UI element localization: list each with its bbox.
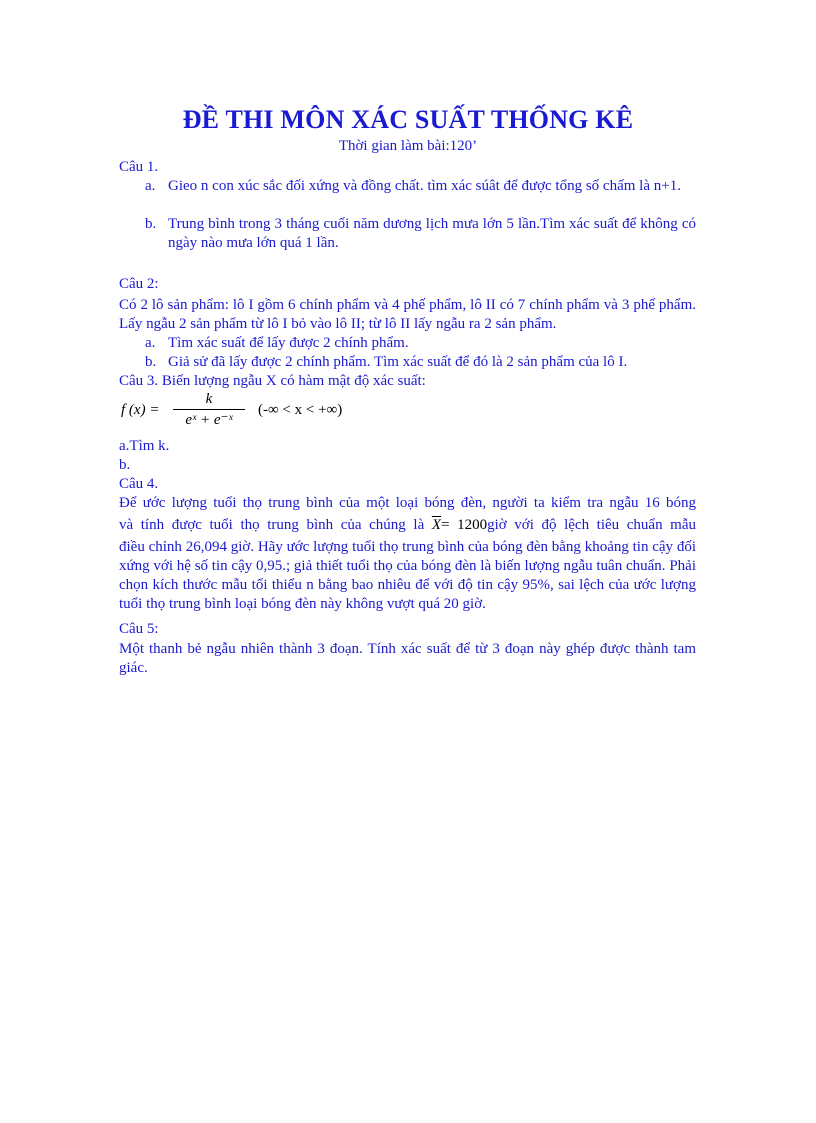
item-text: Tìm xác suất để lấy được 2 chính phẩm. — [168, 335, 409, 351]
question-2-heading: Câu 2: — [119, 276, 159, 292]
item-marker: b. — [145, 354, 157, 370]
question-2-intro: Có 2 lô sản phẩm: lô I gồm 6 chính phẩm và 4 phế phẩm, lô II có 7 chính phẩm và 3 phế phẩm. Lấy ngẫu 2 sản phẩm từ lô I bỏ vào lô II; từ lô II lấy ngẫu ra 2 sản phẩm. — [119, 297, 696, 332]
sample-mean-symbol: $\overline{X}$ — [431, 517, 442, 533]
item-text: Giả sử đã lấy được 2 chính phẩm. Tìm xác suất để đó là 2 sản phẩm của lô I. — [168, 354, 628, 370]
formula-fraction — [173, 390, 245, 429]
line-2-before: và tính được tuổi thọ trung bình của chúng là — [119, 517, 425, 533]
question-1-heading: Câu 1. — [119, 159, 159, 175]
fraction-bar — [173, 409, 245, 410]
line-2-after: giờ với độ lệch tiêu chuẩn mẫu — [487, 517, 697, 533]
question-5-text: Một thanh bẻ ngẫu nhiên thành 3 đoạn. Tính xác suất để từ 3 đoạn này ghép được thành tam giác. — [119, 641, 696, 676]
density-formula — [121, 390, 421, 430]
question-4-heading: Câu 4. — [119, 476, 159, 492]
page-title: ĐỀ THI MÔN XÁC SUẤT THỐNG KÊ — [182, 105, 634, 134]
formula-numerator: k — [205, 391, 213, 407]
formula-denominator: eˣ + e⁻ˣ — [185, 412, 233, 428]
question-4-text: điều chỉnh 26,094 giờ. Hãy ước lượng tuổi thọ trung bình của bóng đèn bằng khoảng tin cậy đối xứng với hệ số tin cậy 0,95.; giả thiết tuổi thọ của bóng đèn là biến lượng ngẫu tuân chuẩn. Phải chọn kích thước mẫu tối thiểu n bằng bao nhiêu để với độ tin cậy 95%, sai lệch của ước lượng tuổi thọ trung bình loại bóng đèn này không vượt quá 20 giờ. — [119, 539, 696, 612]
formula-domain: (-∞ < x < +∞) — [258, 402, 343, 418]
question-3-heading: Câu 3. Biến lượng ngẫu X có hàm mật độ xác suất: — [119, 373, 426, 389]
item-text: Trung bình trong 3 tháng cuối năm dương lịch mưa lớn 5 lần.Tìm xác suất để không có ngày nào mưa lớn quá 1 lần. — [168, 216, 696, 251]
sample-mean-value: = 1200 — [441, 517, 488, 533]
question-5-heading: Câu 5: — [119, 621, 159, 637]
item-marker: b. — [145, 216, 157, 232]
question-3b: b. — [119, 457, 131, 473]
formula-lhs: f (x) = — [121, 402, 160, 418]
item-text: Gieo n con xúc sắc đối xứng và đồng chất. tìm xác súât để được tổng số chấm là n+1. — [168, 178, 681, 194]
question-4-line-1: Để ước lượng tuổi thọ trung bình của một loại bóng đèn, người ta kiểm tra ngẫu 16 bóng — [119, 495, 696, 511]
question-4-line-2 — [119, 516, 696, 535]
time-allowed: Thời gian làm bài:120’ — [338, 138, 478, 154]
item-marker: a. — [145, 178, 156, 194]
item-marker: a. — [145, 335, 156, 351]
question-3a: a.Tìm k. — [119, 438, 170, 454]
